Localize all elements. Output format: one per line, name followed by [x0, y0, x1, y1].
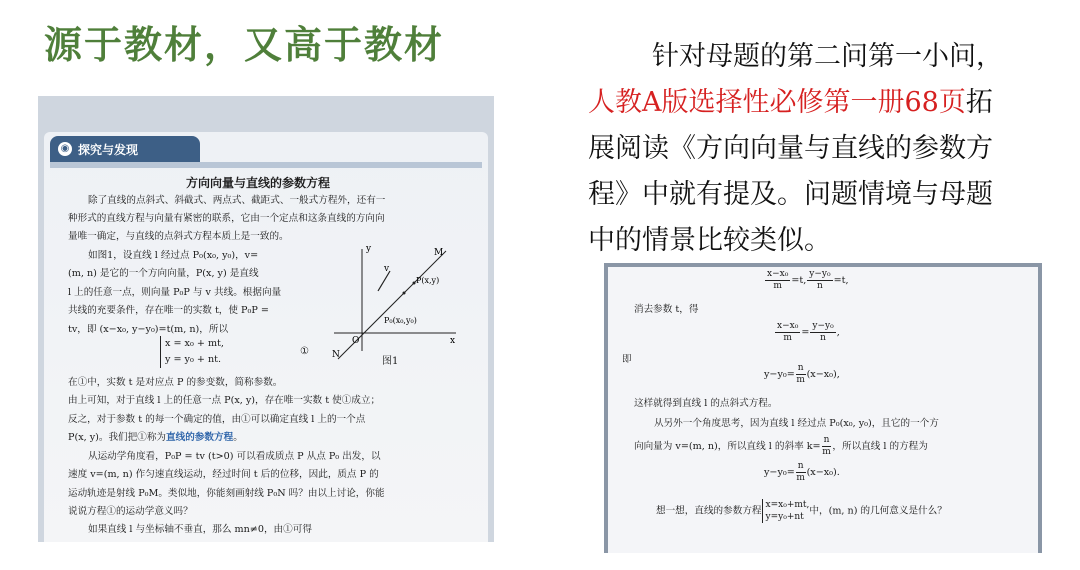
eq1-frac-a-den: m — [773, 281, 782, 291]
text-line: 如果直线 l 与坐标轴不垂直，那么 mn≠0，由①可得 — [88, 524, 312, 535]
highlight-term: 直线的参数方程 — [166, 432, 234, 443]
text-line: 种形式的直线方程与向量有紧密的联系，它由一个定点和这条直线的方向向 — [68, 213, 385, 224]
text-period: 。 — [233, 432, 243, 443]
system-eq-x: x = x₀ + mt, — [165, 338, 224, 349]
text-line: 运动轨迹是射线 P₀M。类似地，你能刻画射线 P₀N 吗？由以上讨论，你能 — [68, 488, 385, 499]
think-system — [762, 499, 810, 523]
article-title: 方向向量与直线的参数方程 — [186, 176, 331, 190]
eq1-end: =t, — [833, 275, 849, 286]
textbook-page-right — [604, 263, 1042, 553]
text-line: 共线的充要条件，存在唯一的实数 t，使 P₀P = — [68, 305, 269, 316]
text-fragment: 向向量为 v=(m, n)，所以直线 l 的斜率 k= — [634, 441, 821, 452]
text-line — [68, 429, 243, 448]
text-line: 说说方程①的运动学意义吗？ — [68, 506, 193, 517]
text-line: l 上的任意一点，则向量 P₀P 与 v 共线。根据向量 — [68, 287, 282, 298]
eq2-mid: = — [801, 327, 810, 338]
equation-4 — [764, 461, 840, 484]
equation-1 — [764, 269, 849, 292]
text-line: (m, n) 是它的一个方向向量，P(x, y) 是直线 — [68, 268, 259, 279]
eq3-right: (x−x₀), — [806, 369, 840, 380]
origin-label: O — [352, 336, 360, 346]
intro-line-2 — [588, 87, 993, 118]
eq4-left: y−y₀= — [764, 467, 795, 478]
text-line: 这样就得到直线 l 的点斜式方程。 — [634, 398, 778, 409]
slide-title: 源于教材，又高于教材 — [44, 23, 445, 67]
eq2-frac-a-num: x−x₀ — [777, 321, 799, 331]
eq1-frac-a-num: x−x₀ — [767, 269, 789, 279]
text-line: 速度 v=(m, n) 作匀速直线运动，经过时间 t 后的位移，因此，质点 P 的 — [68, 469, 379, 480]
text-line: 在①中，实数 t 是对应点 P 的参变数，简称参数。 — [68, 377, 283, 388]
point-p0-label: P₀(x₀,y₀) — [384, 316, 417, 325]
axis-label-x: x — [450, 336, 456, 346]
equation-3 — [764, 363, 840, 386]
text-fragment: ，所以直线 l 的方程为 — [832, 441, 928, 452]
eq1-frac-b-num: y−y₀ — [809, 269, 831, 279]
text-line: 消去参数 t，得 — [634, 304, 699, 315]
think-text-b: 中，(m, n) 的几何意义是什么？ — [809, 505, 947, 517]
intro-paragraph — [588, 34, 1058, 264]
eq1-frac-b-den: n — [817, 281, 823, 291]
section-tab-label: 探究与发现 — [78, 142, 139, 157]
eq1-mid: =t, — [791, 275, 807, 286]
eq2-frac-b-num: y−y₀ — [812, 321, 834, 331]
eq3-num: n — [797, 363, 804, 373]
intro-line-3: 展阅读《方向向量与直线的参数方 — [588, 133, 993, 164]
section-tab — [50, 136, 200, 162]
text-line: 即 — [622, 354, 632, 365]
text-line: 从另外一个角度思考，因为直线 l 经过点 P₀(x₀, y₀)，且它的一个方 — [654, 418, 939, 429]
slope-den: m — [822, 447, 831, 457]
equation-number: ① — [300, 346, 309, 357]
text-line: 由上可知，对于直线 l 上的任意一点 P(x, y)，存在唯一实数 t 使①成立； — [68, 395, 381, 406]
text-fragment: P(x, y)。我们把①称为 — [68, 432, 167, 443]
figure-caption: 图1 — [382, 356, 399, 367]
text-line: tv，即 (x−x₀, y−y₀)=t(m, n)，所以 — [68, 324, 229, 335]
think-eq-y: y=y₀+nt — [765, 512, 804, 522]
think-text-a: 想一想，直线的参数方程 — [656, 505, 762, 517]
eq4-right: (x−x₀). — [806, 467, 840, 478]
text-line: 除了直线的点斜式、斜截式、两点式、截距式、一般式方程外，还有一 — [88, 195, 386, 206]
figure-1 — [328, 241, 458, 361]
point-p-label: P(x,y) — [416, 276, 440, 285]
intro-line-2-tail: 拓 — [965, 87, 993, 118]
eq4-den: m — [796, 473, 805, 483]
slope-num: n — [823, 435, 830, 445]
text-line — [634, 435, 928, 458]
textbook-reference: 人教A版选择性必修第一册68页 — [588, 87, 966, 118]
eq2-frac-b-den: n — [820, 333, 826, 343]
system-eq-y: y = y₀ + nt. — [165, 354, 222, 365]
equation-2 — [774, 321, 840, 344]
eq2-frac-a-den: m — [783, 333, 792, 343]
parametric-system — [160, 336, 224, 368]
vector-v-label: v — [384, 264, 390, 274]
eq2-end: , — [836, 327, 840, 338]
eq3-left: y−y₀= — [764, 369, 795, 380]
intro-line-1: 针对母题的第二问第一小问， — [652, 41, 1003, 72]
text-line: 如图1，设直线 l 经过点 P₀(x₀, y₀)，v= — [88, 250, 259, 261]
spiral-icon: ◉ — [58, 142, 72, 156]
eq4-num: n — [797, 461, 804, 471]
tab-band — [50, 162, 482, 168]
eq3-den: m — [796, 375, 805, 385]
intro-line-4: 程》中就有提及。问题情境与母题 — [588, 179, 993, 210]
text-line: 量唯一确定，与直线的点斜式方程本质上是一致的。 — [68, 231, 289, 242]
text-line: 反之，对于参数 t 的每一个确定的值，由①可以确定直线 l 上的一个点 — [68, 414, 366, 425]
think-eq-x: x=x₀+mt, — [765, 500, 810, 510]
point-m-label: M — [434, 248, 444, 258]
point-n-label: N — [332, 350, 340, 360]
text-line: 从运动学角度看，P₀P = tv (t>0) 可以看成质点 P 从点 P₀ 出发，以 — [88, 451, 381, 462]
intro-line-5: 中的情景比较类似。 — [588, 225, 831, 256]
axis-label-y: y — [366, 244, 372, 254]
textbook-page-left — [38, 96, 494, 542]
think-question — [656, 499, 947, 523]
